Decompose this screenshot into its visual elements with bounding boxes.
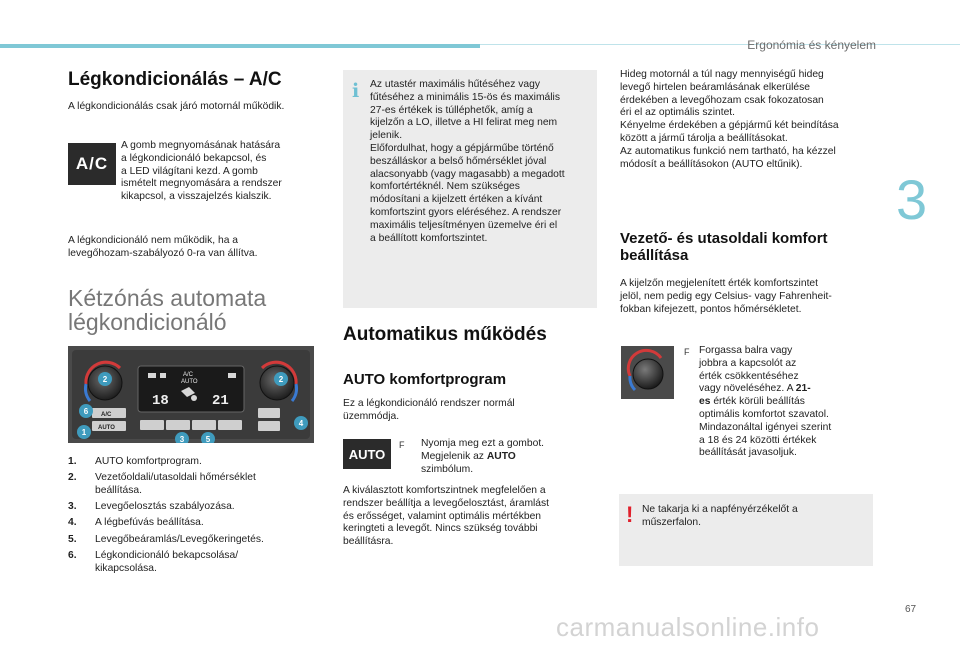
chapter-number: 3 bbox=[896, 168, 928, 231]
section-heading: Ergonómia és kényelem bbox=[747, 38, 876, 52]
svg-text:A/C: A/C bbox=[101, 412, 112, 418]
list-item: 3. Levegőelosztás szabályozása. bbox=[68, 501, 235, 513]
bullet-arrow-icon: F bbox=[684, 347, 690, 357]
ac-note: A légkondicionáló nem működik, ha a levegőhozam-szabályozó 0-ra van állítva. bbox=[68, 235, 258, 259]
auto-description: Nyomja meg ezt a gombot. Megjelenik az AUTO szimbólum. bbox=[421, 438, 545, 475]
list-item: 6. Légkondicionáló bekapcsolása/ kikapcsolása. bbox=[68, 549, 239, 574]
comfort-setting-title: Vezető- és utasoldali komfort beállítása bbox=[620, 230, 828, 264]
display-temp-left: 18 bbox=[152, 393, 169, 409]
list-item: 1. AUTO komfortprogram. bbox=[68, 456, 202, 467]
comfort-description: A kijelzőn megjelenített érték komfortszintet jelöl, nem pedig egy Celsius- vagy Fahrenheit- fokban kifejezett, pontos hőmérsékletet. bbox=[620, 278, 832, 315]
auto-operation-title: Automatikus működés bbox=[343, 324, 547, 345]
auto-button-icon: AUTO bbox=[343, 439, 391, 469]
info-icon: i bbox=[352, 80, 360, 102]
bullet-arrow-icon: F bbox=[399, 440, 405, 450]
panel-legend-list bbox=[68, 456, 298, 579]
display-auto-label: AUTO bbox=[181, 379, 198, 385]
callout-5: 5 bbox=[205, 435, 211, 443]
knob-description: Forgassa balra vagy jobbra a kapcsolót az érték csökkentéséhez vagy növeléséhez. A 21- es érték körüli beállítás optimális komfortot szavatol. Mindazonáltal igényei szerint a 18 és 24 közötti értékek beállítását javasoljuk. bbox=[699, 345, 832, 459]
panel-fan-up-button bbox=[258, 408, 280, 418]
dual-zone-title: Kétzónás automata légkondicionáló bbox=[68, 285, 267, 335]
callout-4: 4 bbox=[298, 419, 304, 428]
svg-text:AUTO: AUTO bbox=[98, 425, 115, 431]
callout-3: 3 bbox=[179, 435, 185, 443]
auto-result: A kiválasztott komfortszintnek megfelelően a rendszer beállítja a levegőelosztást, áramlást és erősséget, valamint optimális mértékben keringteti a levegőt. Nincs szükség további beállításra. bbox=[343, 485, 550, 548]
auto-program-subtitle: AUTO komfortprogram bbox=[343, 371, 507, 388]
ac-button-icon: A/C bbox=[68, 143, 116, 185]
display-temp-right: 21 bbox=[212, 393, 229, 409]
header-accent-bar bbox=[0, 44, 480, 48]
list-item: 5. Levegőbeáramlás/Levegőkeringetés. bbox=[68, 533, 264, 545]
header-rule bbox=[480, 44, 960, 45]
callout-1: 1 bbox=[81, 428, 87, 437]
info-text: Az utastér maximális hűtéséhez vagy fűtéséhez a minimális 15-ös és maximális 27-es értékek is túlléphetők, amíg a kijelzőn a LO, illetve a HI felirat meg nem jelenik. Előfordulhat, hogy a gépjárműbe történő beszálláskor a belső hőmérséklet jóval alacsonyabb (vagy magasabb) a megadott komfortértéknél. Nem szükséges módosítani a kijelzett értéken a kívánt komfortszint gyors eléréséhez. A rendszer maximális teljesítményen üzemelve éri el a beállított komfortszintet. bbox=[370, 79, 565, 244]
page-number: 67 bbox=[905, 604, 917, 615]
cold-engine-note: Hideg motornál a túl nagy mennyiségű hideg levegő hirtelen beáramlásának elkerülése érdekében a levegőhozam csak fokozatosan éri el az optimális szintet. Kényelme érdekében a gépjármű két beindítása között a jármű tárolja a beállításokat. Az automatikus funkció nem tartható, ha kézzel módosít a beállításokon (AUTO eltűnik). bbox=[620, 69, 839, 170]
climate-control-panel-illustration bbox=[68, 346, 314, 443]
list-item: 2. Vezetőoldali/utasoldali hőmérséklet beállítása. bbox=[68, 472, 256, 496]
auto-intro: Ez a légkondicionáló rendszer normál üzemmódja. bbox=[343, 398, 515, 422]
warning-text: Ne takarja ki a napfényérzékelőt a műszerfalon. bbox=[642, 504, 798, 528]
ac-intro: A légkondicionálás csak járó motornál működik. bbox=[68, 101, 285, 112]
callout-2-left: 2 bbox=[102, 375, 108, 384]
callout-2-right: 2 bbox=[278, 375, 284, 384]
display-mode-label: A/C bbox=[183, 372, 194, 378]
ac-title: Légkondicionálás – A/C bbox=[68, 69, 282, 90]
watermark: carmanualsonline.info bbox=[556, 612, 820, 642]
ac-description: A gomb megnyomásának hatására a légkondicionáló bekapcsol, és a LED világítani kezd. A gomb ismételt megnyomására a rendszer kikapcsol, a visszajelzés kialszik. bbox=[121, 140, 282, 203]
callout-6: 6 bbox=[83, 407, 89, 416]
list-item: 4. A légbefúvás beállítása. bbox=[68, 517, 204, 529]
warning-exclamation-icon: ! bbox=[626, 502, 634, 527]
temperature-knob-icon bbox=[621, 346, 674, 399]
panel-fan-down-button bbox=[258, 421, 280, 431]
